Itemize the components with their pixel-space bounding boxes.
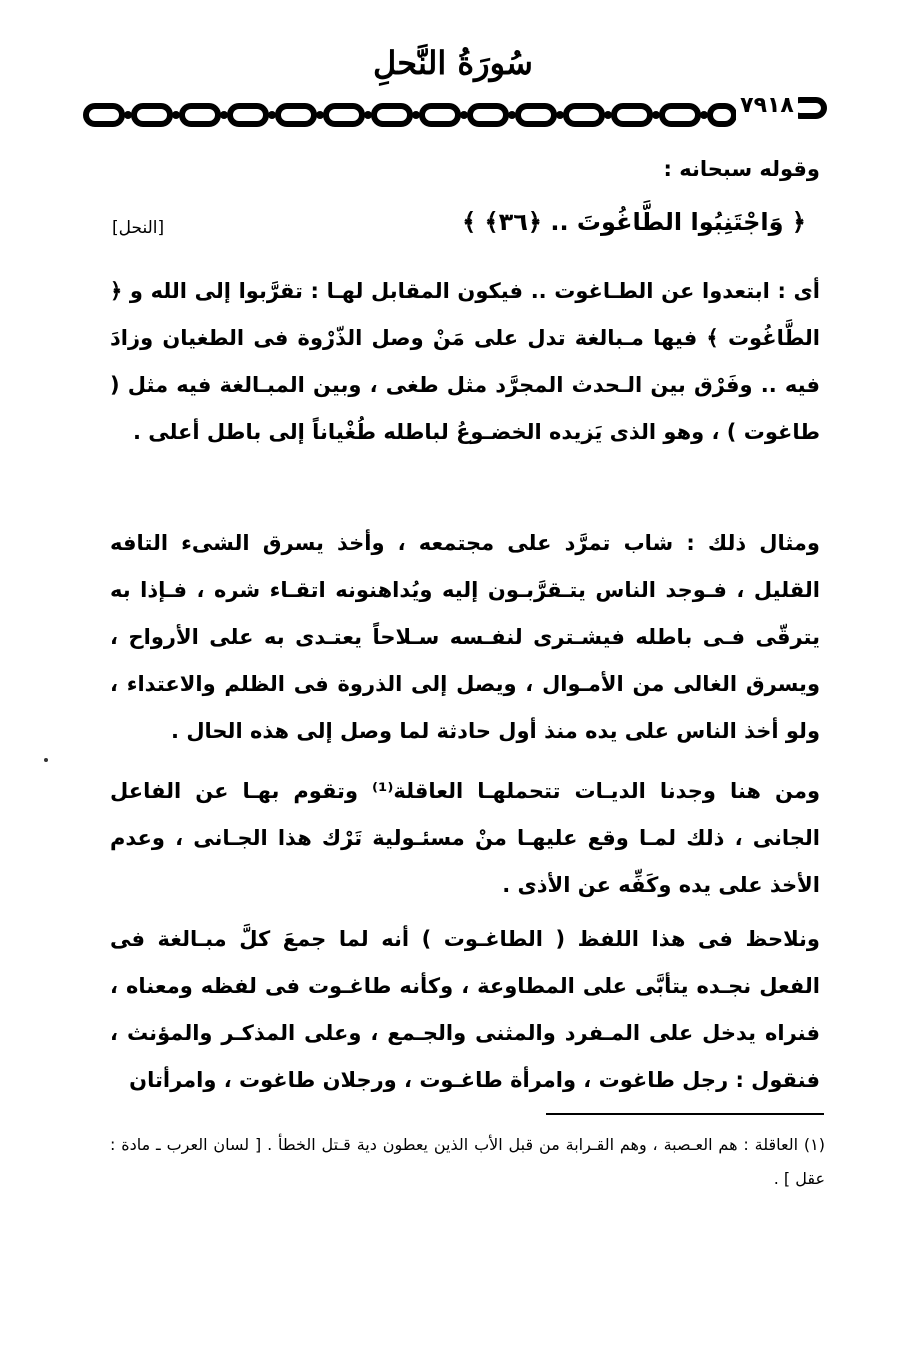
paragraph-3: ومن هنا وجدنا الديـات تتحملهـا العاقلة⁽¹⁾ وتقوم بهـا عن الفاعل الجانى ، ذلك لمـا وقع عليهـا منْ مسئـولية تَرْك هذا الجـانى ، وعدم الأخذ على يده وكَفِّه عن الأذى . (110, 779, 820, 897)
paragraph-4: ونلاحظ فى هذا اللفظ ( الطاغـوت ) أنه لما جمعَ كلَّ مبـالغة فى الفعل نجـده يتأبَّى على المطاوعة ، وكأنه طاغـوت فى لفظه ومعناه ، فنراه يدخل على المـفرد والمثنى والجـمع ، وعلى المذكـر والمؤنث ، فنقول : رجل طاغوت ، وامرأة طاغـوت ، ورجلان طاغوت ، وامرأتان (110, 927, 820, 1092)
paragraph-2: ومثال ذلك : شاب تمرَّد على مجتمعه ، وأخذ يسرق الشىء التافه القليل ، فـوجد الناس يتـقرَّبـون إليه ويُداهنونه اتقـاء شره ، فـإذا به يترقّى فـى باطله فيشـترى لنفـسه سـلاحاً يعتـدى به على الأرواح ، ويسرق الغالى من الأمـوال ، ويصل إلى الذروة فى الظلم والاعتداء ، ولو أخذ الناس على يده منذ أول حادثة لما وصل إلى هذه الحال . (110, 531, 820, 743)
footnote-divider (546, 1113, 824, 1115)
paragraph-1: أى : ابتعدوا عن الطـاغوت .. فيكون المقابل لهـا : تقرَّبوا إلى الله و ﴿ الطَّاغُوت ﴾ فيها مـبالغة تدل على مَنْ وصل الذّرْوة فى الطغيان وزادَ فيه .. وفَرْق بين الـحدث المجرَّد مثل طغى ، وبين المبـالغة فيه مثل ( طاغوت ) ، وهو الذى يَزيده الخضـوعُ لباطله طُغْياناً إلى باطل أعلى . (110, 279, 820, 444)
scan-artifact-dot (44, 758, 48, 762)
page-number: ٧٩١٨ (736, 92, 798, 120)
quran-verse: ﴿ وَاجْتَنِبُوا الطَّاغُوتَ .. ﴿٣٦﴾ ﴾ (462, 208, 806, 236)
intro-line: وقوله سبحانه : (663, 157, 820, 181)
verse-reference: [النحل] (112, 218, 165, 238)
surah-title: سُورَةُ النَّحلِ (373, 44, 533, 82)
quran-verse-line (110, 208, 820, 258)
ornamental-header-rule (80, 96, 830, 136)
footnote: (١) العاقلة : هم العـصبة ، وهم القـرابة من قبل الأب الذين يعطون دية قـتل الخطأ . [ لسان العرب ـ مادة : عقل ] . (110, 1135, 825, 1188)
